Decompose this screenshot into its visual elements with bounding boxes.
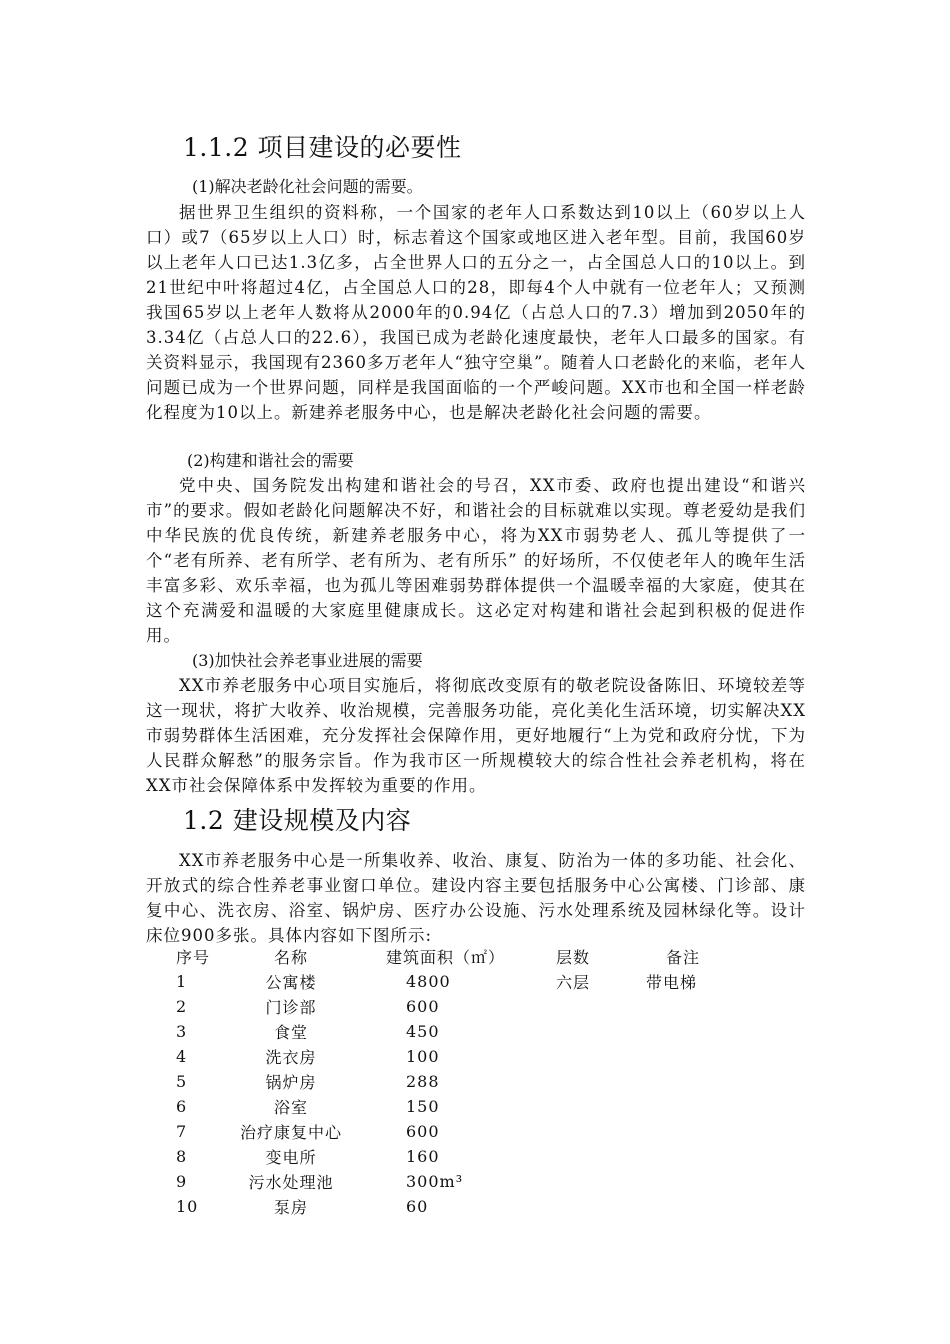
cell-area: 160 [406, 1147, 440, 1166]
cell-floors [556, 1119, 646, 1144]
table-row [168, 1144, 766, 1169]
table-row [168, 1069, 766, 1094]
header-floors: 层数 [556, 948, 591, 967]
subheading-harmony: (2)构建和谐社会的需要 [187, 451, 354, 470]
cell-name: 治疗康复中心 [239, 1123, 342, 1142]
cell-floors [556, 1019, 646, 1044]
cell-note [646, 1194, 766, 1219]
cell-note: 带电梯 [646, 973, 698, 992]
subheading-elderly-care: (3)加快社会养老事业进展的需要 [192, 651, 423, 670]
header-note: 备注 [666, 948, 701, 967]
table-row [168, 994, 766, 1019]
cell-name: 浴室 [273, 1098, 308, 1117]
cell-area: 450 [406, 1022, 440, 1041]
cell-area: 150 [406, 1097, 440, 1116]
cell-serial: 4 [176, 1047, 188, 1066]
cell-floors [556, 1094, 646, 1119]
cell-name: 泵房 [273, 1198, 308, 1217]
section-heading-necessity: 1.1.2 项目建设的必要性 [183, 133, 462, 162]
cell-area: 288 [406, 1072, 440, 1091]
header-area: 建筑面积（㎡） [386, 948, 506, 967]
cell-name: 洗衣房 [265, 1048, 317, 1067]
paragraph-elderly-care: XX市养老服务中心项目实施后，将彻底改变原有的敬老院设备陈旧、环境较差等这一现状，将扩大收养、收治规模，完善服务功能，亮化美化生活环境，切实解决XX市弱势群体生活困难，充分发挥社会保障作用，更好地履行“上为党和政府分忧，下为人民群众解愁”的服务宗旨。作为我市区一所规模较大的综合性社会养老机构，将在XX市社会保障体系中发挥较为重要的作用。 [146, 676, 806, 795]
cell-note [646, 1094, 766, 1119]
cell-note [646, 1119, 766, 1144]
cell-name: 公寓楼 [265, 973, 317, 992]
cell-floors [556, 1044, 646, 1069]
cell-area: 300m³ [406, 1172, 464, 1191]
table-row [168, 1194, 766, 1219]
cell-serial: 6 [176, 1097, 188, 1116]
cell-note [646, 1069, 766, 1094]
cell-serial: 10 [176, 1197, 199, 1216]
building-items-table [168, 944, 766, 1219]
cell-name: 变电所 [265, 1148, 317, 1167]
header-name: 名称 [273, 948, 308, 967]
table-row [168, 1019, 766, 1044]
cell-serial: 1 [176, 972, 188, 991]
cell-name: 门诊部 [265, 998, 317, 1017]
cell-note [646, 1169, 766, 1194]
cell-floors: 六层 [556, 973, 591, 992]
table-row [168, 1169, 766, 1194]
table-header-row [168, 944, 766, 969]
table-row [168, 1044, 766, 1069]
section-heading-scale: 1.2 建设规模及内容 [183, 806, 412, 835]
cell-note [646, 994, 766, 1019]
header-serial: 序号 [176, 948, 211, 967]
cell-area: 600 [406, 997, 440, 1016]
cell-floors [556, 1169, 646, 1194]
cell-area: 600 [406, 1122, 440, 1141]
cell-serial: 5 [176, 1072, 188, 1091]
cell-note [646, 1144, 766, 1169]
cell-serial: 9 [176, 1172, 188, 1191]
table-body [168, 969, 766, 1219]
table-row [168, 969, 766, 994]
cell-floors [556, 1144, 646, 1169]
cell-floors [556, 1069, 646, 1094]
cell-note [646, 1044, 766, 1069]
cell-area: 100 [406, 1047, 440, 1066]
cell-serial: 3 [176, 1022, 188, 1041]
cell-area: 4800 [406, 972, 451, 991]
cell-floors [556, 1194, 646, 1219]
cell-serial: 2 [176, 997, 188, 1016]
cell-floors [556, 994, 646, 1019]
paragraph-harmony: 党中央、国务院发出构建和谐社会的号召，XX市委、政府也提出建设“和谐兴市”的要求。假如老龄化问题解决不好，和谐社会的目标就难以实现。尊老爱幼是我们中华民族的优良传统，新建养老服务中心，将为XX市弱势老人、孤儿等提供了一个“老有所养、老有所学、老有所为、老有所乐” 的好场所，不仅使老年人的晚年生活丰富多彩、欢乐幸福，也为孤儿等困难弱势群体提供一个温暖幸福的大家庭，使其在这个充满爱和温暖的大家庭里健康成长。这必定对构建和谐社会起到积极的促进作用。 [146, 476, 806, 645]
cell-name: 食堂 [273, 1023, 308, 1042]
table-row [168, 1094, 766, 1119]
paragraph-aging: 据世界卫生组织的资料称，一个国家的老年人口系数达到10以上（60岁以上人口）或7（65岁以上人口）时，标志着这个国家或地区进入老年型。目前，我国60岁以上老年人口已达1.3亿多，占全世界人口的五分之一，占全国总人口的10以上。到21世纪中叶将超过4亿，占全国总人口的28，即每4个人中就有一位老年人；又预测我国65岁以上老年人数将从2000年的0.94亿（占总人口的7.3）增加到2050年的3.34亿（占总人口的22.6），我国已成为老龄化速度最快，老年人口最多的国家。有关资料显示，我国现有2360多万老年人“独守空巢”。随着人口老龄化的来临，老年人问题已成为一个世界问题，同样是我国面临的一个严峻问题。XX市也和全国一样老龄化程度为10以上。新建养老服务中心，也是解决老龄化社会问题的需要。 [146, 203, 806, 422]
cell-name: 污水处理池 [248, 1173, 334, 1192]
cell-serial: 7 [176, 1122, 188, 1141]
table-row [168, 1119, 766, 1144]
cell-name: 锅炉房 [265, 1073, 317, 1092]
cell-serial: 8 [176, 1147, 188, 1166]
paragraph-scale: XX市养老服务中心是一所集收养、收治、康复、防治为一体的多功能、社会化、开放式的综合性养老事业窗口单位。建设内容主要包括服务中心公寓楼、门诊部、康复中心、洗衣房、浴室、锅炉房、医疗办公设施、污水处理系统及园林绿化等。设计床位900多张。具体内容如下图所示: [146, 851, 806, 945]
cell-note [646, 1019, 766, 1044]
subheading-aging: (1)解决老龄化社会问题的需要。 [192, 177, 423, 196]
cell-area: 60 [406, 1197, 429, 1216]
